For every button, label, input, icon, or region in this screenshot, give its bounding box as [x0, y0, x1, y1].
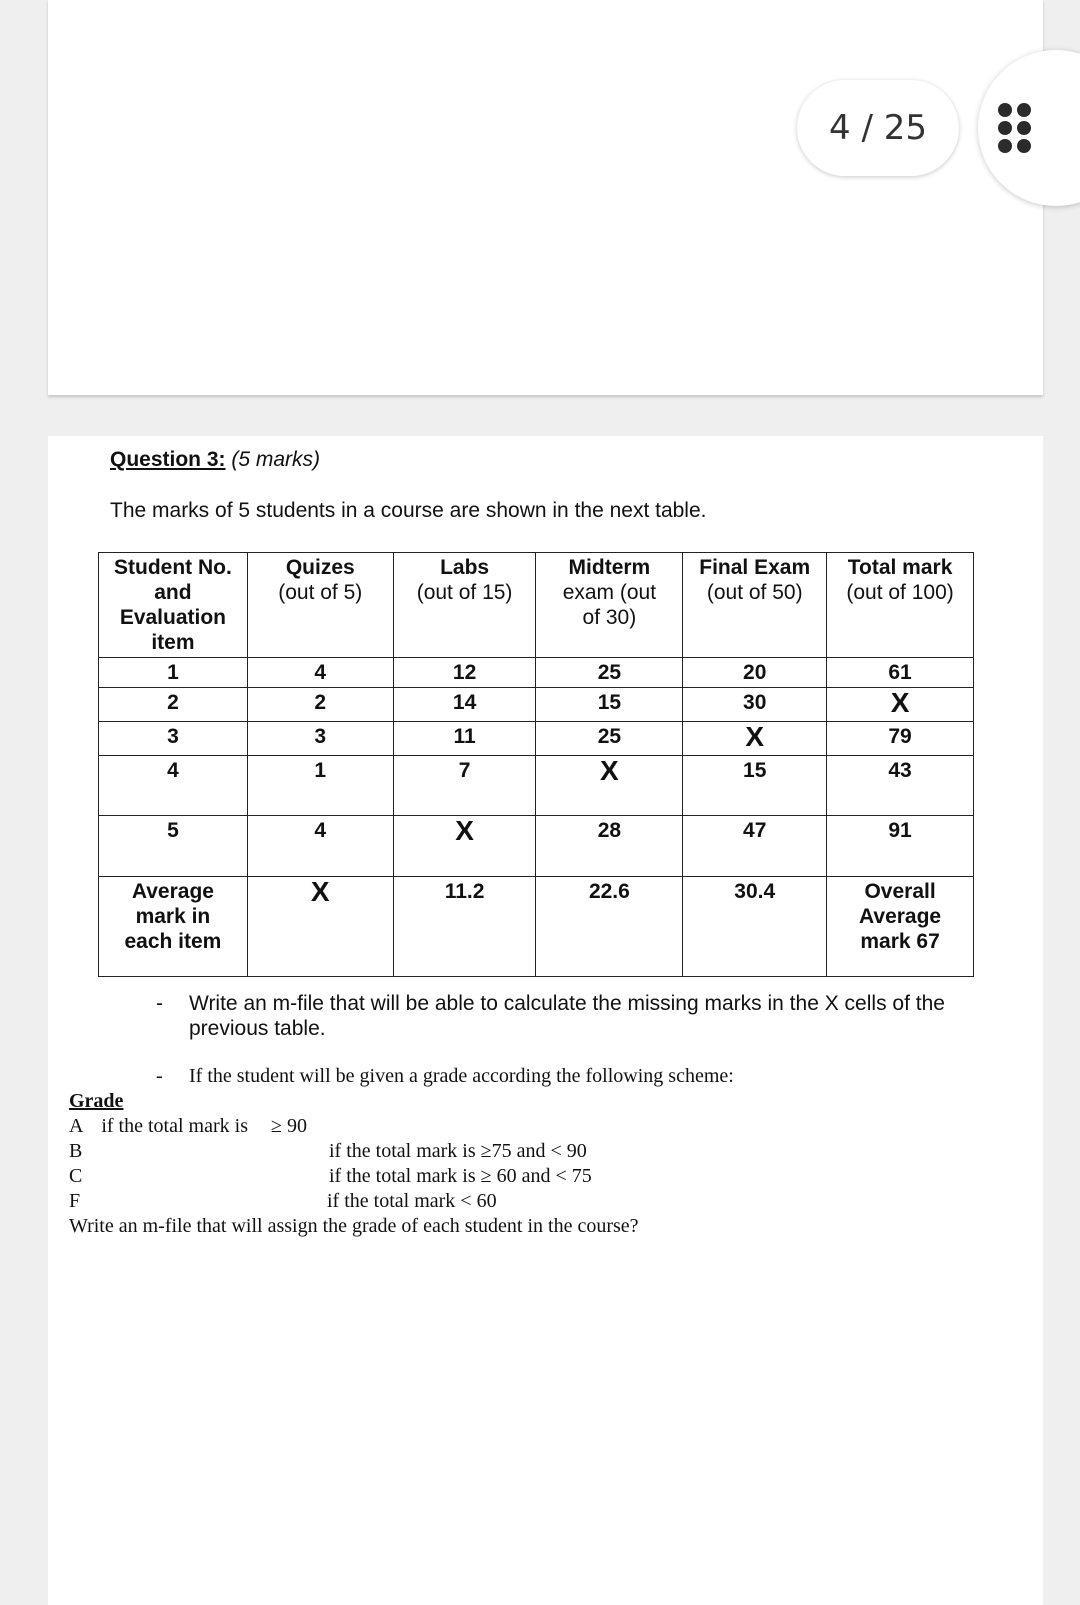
cell: Average mark in each item	[99, 877, 248, 977]
cell: 20	[683, 658, 827, 688]
header-final: Final Exam (out of 50)	[683, 553, 827, 658]
cell: 4	[247, 658, 393, 688]
cell: 14	[393, 688, 536, 722]
missing-cell: X	[536, 756, 683, 816]
header-total: Total mark (out of 100)	[827, 553, 974, 658]
cell: 4	[99, 756, 248, 816]
page-counter: 4 / 25	[797, 80, 959, 176]
cell: 2	[99, 688, 248, 722]
cell: 7	[393, 756, 536, 816]
cell: 11.2	[393, 877, 536, 977]
closing-question: Write an m-file that will assign the grade of each student in the course?	[69, 1215, 639, 1237]
cell: 30.4	[683, 877, 827, 977]
previous-page	[48, 0, 1043, 395]
cell: 43	[827, 756, 974, 816]
table-row	[99, 756, 974, 816]
cell: 1	[99, 658, 248, 688]
grade-b-rule: if the total mark is ≥75 and < 90	[329, 1140, 587, 1162]
cell: 47	[683, 816, 827, 877]
cell: 11	[393, 722, 536, 756]
table-row	[99, 658, 974, 688]
question-marks: (5 marks)	[231, 448, 321, 471]
grade-b-letter: B	[69, 1140, 83, 1162]
question-title	[110, 448, 320, 472]
question-intro: The marks of 5 students in a course are shown in the next table.	[110, 499, 707, 522]
grade-heading: Grade	[69, 1090, 124, 1112]
cell: 25	[536, 658, 683, 688]
cell: 22.6	[536, 877, 683, 977]
cell: 3	[247, 722, 393, 756]
cell: Overall Average mark 67	[827, 877, 974, 977]
missing-cell: X	[247, 877, 393, 977]
table-header-row	[99, 553, 974, 658]
cell: 12	[393, 658, 536, 688]
question-number: Question 3:	[110, 448, 226, 471]
grade-f-rule: if the total mark < 60	[327, 1190, 497, 1212]
document-page	[48, 436, 1043, 1605]
missing-cell: X	[827, 688, 974, 722]
cell: 4	[247, 816, 393, 877]
header-labs: Labs (out of 15)	[393, 553, 536, 658]
table-row	[99, 816, 974, 877]
cell: 15	[536, 688, 683, 722]
cell: 79	[827, 722, 974, 756]
missing-cell: X	[683, 722, 827, 756]
table-row-average	[99, 877, 974, 977]
grade-a: A if the total mark is ≥ 90	[69, 1115, 307, 1137]
grade-c-letter: C	[69, 1165, 83, 1187]
task-1: - Write an m-file that will be able to calculate the missing marks in the X cells of the previous table.	[156, 992, 945, 1040]
cell: 3	[99, 722, 248, 756]
table-row	[99, 688, 974, 722]
cell: 2	[247, 688, 393, 722]
grade-f-letter: F	[69, 1190, 81, 1212]
cell: 1	[247, 756, 393, 816]
cell: 61	[827, 658, 974, 688]
cell: 15	[683, 756, 827, 816]
missing-cell: X	[393, 816, 536, 877]
cell: 5	[99, 816, 248, 877]
cell: 28	[536, 816, 683, 877]
header-midterm: Midterm exam (out of 30)	[536, 553, 683, 658]
marks-table	[98, 552, 974, 977]
grade-c-rule: if the total mark is ≥ 60 and < 75	[329, 1165, 592, 1187]
header-student: Student No. and Evaluation item	[99, 553, 248, 658]
task-2: - If the student will be given a grade according the following scheme:	[156, 1065, 734, 1087]
cell: 30	[683, 688, 827, 722]
cell: 91	[827, 816, 974, 877]
header-quizes: Quizes (out of 5)	[247, 553, 393, 658]
cell: 25	[536, 722, 683, 756]
table-row	[99, 722, 974, 756]
